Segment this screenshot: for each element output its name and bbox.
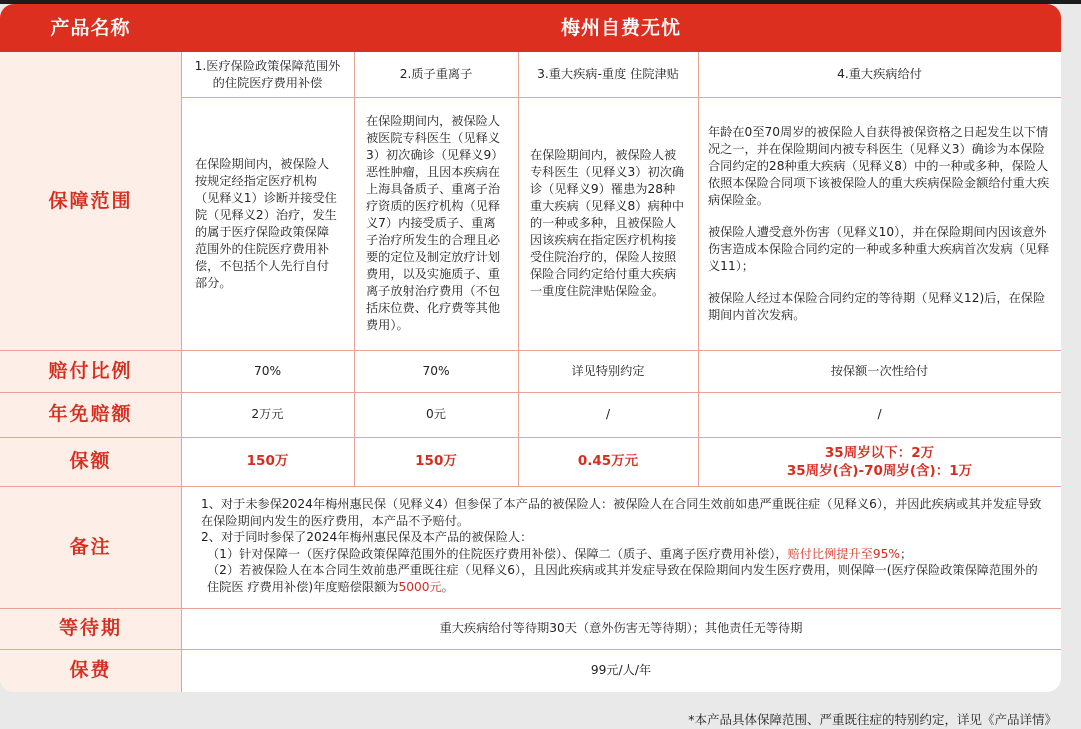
grid-line xyxy=(0,437,1061,438)
grid-line xyxy=(0,649,1061,650)
deductible-cell-4: / xyxy=(877,407,882,421)
footnote: *本产品具体保障范围、严重既往症的特别约定，详见《产品详情》 xyxy=(688,712,1057,727)
notes-label: 备注 xyxy=(0,486,181,608)
note-line-4 xyxy=(201,562,1045,595)
coverage-2-text: 在保险期间内，被保险人被医院专科医生（见释义3）初次确诊（见释义9）恶性肿瘤，且因本疾病在上海具备质子、重离子治疗资质的医疗机构（见释义7）内接受质子、重离子治疗所发生的合理且必要的定位及制定放疗计划费用，以及实施质子、重离子放射治疗费用（不包括床位费、化疗费等其他费用）。 xyxy=(366,114,504,332)
ratio-cell-1: 70% xyxy=(253,363,282,378)
amount-cell-1: 150万 xyxy=(246,453,289,469)
coverage-3-text: 在保险期间内，被保险人被专科医生（见释义3）初次确诊（见释义9）罹患为28种重大疾病（见释义8）病种中的一种或多种，且被保险人因该疾病在指定医疗机构接受住院治疗的，保险人按照保险合同约定给付重大疾病一重度住院津贴保险金。 xyxy=(530,148,685,298)
product-name: 梅州自费无忧 xyxy=(181,4,1061,52)
grid-line xyxy=(0,350,1061,351)
deductible-cell-3: / xyxy=(605,407,611,421)
note-line-3-text: （1）针对保障一（医疗保险政策保障范围外的住院医疗费用补偿）、保障二（质子、重离子医疗费用补偿）， xyxy=(207,546,788,561)
coverage-cell-2 xyxy=(354,97,518,350)
amount-cell-3: 0.45万元 xyxy=(577,453,639,469)
column-header-2: 2.质子重离子 xyxy=(399,67,473,81)
note-line-3-end: ； xyxy=(899,546,913,561)
coverage-1-text: 在保险期间内，被保险人按规定经指定医疗机构（见释义1）诊断并接受住院（见释义2）治疗，发生的属于医疗保险政策保障范围外的住院医疗费用补偿，不包括个人先行自付部分。 xyxy=(195,156,337,290)
premium-label: 保费 xyxy=(0,649,181,692)
deductible-label: 年免赔额 xyxy=(0,392,181,437)
coverage-label: 保障范围 xyxy=(0,52,181,350)
amount-label: 保额 xyxy=(0,437,181,486)
grid-line xyxy=(0,392,1061,393)
ratio-cell-2: 70% xyxy=(422,363,450,378)
note-line-3-highlight: 赔付比例提升至95% xyxy=(787,546,900,561)
deductible-cell-2: 0元 xyxy=(426,407,446,421)
column-header-3: 3.重大疾病-重度 住院津贴 xyxy=(537,67,679,81)
coverage-cell-4 xyxy=(698,97,1061,350)
grid-line xyxy=(0,608,1061,609)
product-name-label: 产品名称 xyxy=(0,4,181,52)
column-header-1: 1.医疗保险政策保障范围外的住院医疗费用补偿 xyxy=(194,58,341,90)
ratio-cell-4: 按保额一次性给付 xyxy=(830,363,929,378)
note-line-2: 2、对于同时参保了2024年梅州惠民保及本产品的被保险人： xyxy=(201,530,533,545)
amount-cell-2: 150万 xyxy=(415,453,457,469)
amount-35-to-70: 35周岁(含)-70周岁(含)：1万 xyxy=(786,462,973,479)
premium-cell: 99元/人/年 xyxy=(590,663,652,677)
grid-line xyxy=(0,486,1061,487)
note-line-4-text: （2）若被保险人在本合同生效前患严重既往症（见释义6），且因此疾病或其并发症导致在保险期间内发生医疗费用，则保障一(医疗保险政策保障范围外的住院医 疗费用补偿)年度赔偿限额为 xyxy=(207,563,1038,594)
coverage-4-para-3: 被保险人经过本保险合同约定的等待期（见释义12)后，在保险期间内首次发病。 xyxy=(708,290,1046,322)
ratio-label: 赔付比例 xyxy=(0,350,181,392)
note-line-4-end: 。 xyxy=(441,579,454,594)
ratio-cell-3: 详见特别约定 xyxy=(571,363,645,378)
column-header-4: 4.重大疾病给付 xyxy=(837,67,922,81)
coverage-cell-3 xyxy=(518,97,698,350)
coverage-4-para-1: 年龄在0至70周岁的被保险人自获得被保资格之日起发生以下情况之一，并在保险期间内被专科医生（见释义3）确诊为本保险合同约定的28种重大疾病（见释义8）中的一种或多种，保险人依照本保险合同项下该被保险人的重大疾病保险金额给付重大疾病保险金。 xyxy=(708,124,1050,207)
comparison-table xyxy=(0,4,1061,692)
grid-line xyxy=(181,52,182,692)
note-line-1: 1、对于未参保2024年梅州惠民保（见释义4）但参保了本产品的被保险人：被保险人在合同生效前如患严重既往症（见释义6），并因此疾病或其并发症导致在保险期间内发生的医疗费用，本产品不予赔付。 xyxy=(201,497,1042,528)
notes-cell xyxy=(181,486,1061,608)
coverage-4-para-2: 被保险人遭受意外伤害（见释义10），并在保险期间内因该意外伤害造成本保险合同约定的一种或多种重大疾病首次发病（见释义11）； xyxy=(708,224,1050,273)
note-line-4-highlight: 5000元 xyxy=(398,579,442,594)
coverage-cell-1 xyxy=(181,97,354,350)
grid-line xyxy=(698,52,699,486)
amount-under-35: 35周岁以下：2万 xyxy=(824,444,935,461)
grid-line xyxy=(181,97,1061,98)
deductible-cell-1: 2万元 xyxy=(251,407,284,421)
waiting-label: 等待期 xyxy=(0,608,181,649)
grid-line xyxy=(518,52,519,486)
amount-cell-4 xyxy=(698,437,1061,486)
note-line-3 xyxy=(201,546,1045,563)
waiting-cell: 重大疾病给付等待期30天（意外伤害无等待期）；其他责任无等待期 xyxy=(439,621,803,635)
grid-line xyxy=(354,52,355,486)
